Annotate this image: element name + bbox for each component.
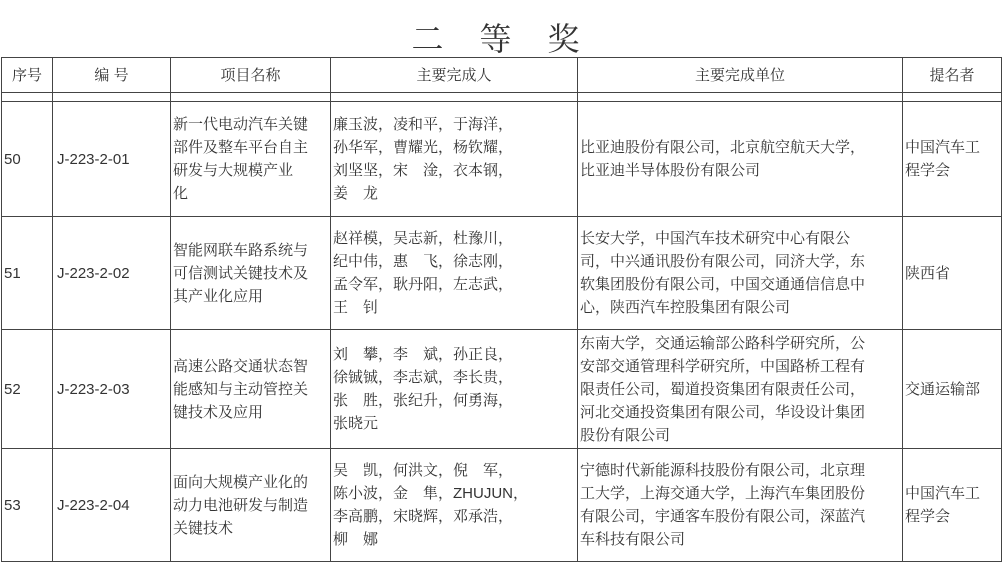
cell-nominator-line: 中国汽车工: [905, 139, 981, 156]
cell-main-units-line: 软集团股份有限公司，中国交通通信信息中: [580, 276, 866, 293]
cell-code: J-223-2-01: [53, 102, 171, 217]
cell-main-people-line: 赵祥模，吴志新，杜豫川，: [333, 230, 514, 247]
cell-nominator: [903, 102, 1002, 217]
cell-project-name: [171, 449, 331, 562]
cell-main-people-line: 陈小波，金 隼，ZHUJUN，: [333, 485, 528, 502]
spacer-row: [2, 93, 1002, 102]
cell-main-units-line: 长安大学，中国汽车技术研究中心有限公: [580, 230, 851, 247]
table-row: [2, 102, 1002, 217]
cell-main-units-line: 东南大学，交通运输部公路科学研究所，公: [580, 334, 866, 352]
cell-index: 50: [2, 102, 53, 217]
cell-code: J-223-2-02: [53, 217, 171, 330]
cell-main-units-line: 股份有限公司: [580, 426, 671, 444]
cell-project-name-line: 智能网联车路系统与: [173, 241, 309, 259]
header-main-people: 主要完成人: [331, 58, 578, 93]
table-row: [2, 449, 1002, 562]
cell-main-people-line: 柳 娜: [333, 531, 379, 548]
cell-index: 51: [2, 217, 53, 330]
cell-nominator: [903, 330, 1002, 449]
cell-main-people: [331, 102, 578, 217]
cell-main-people-line: 孟令军，耿丹阳，左志武，: [333, 276, 514, 293]
cell-main-units-line: 安部交通管理科学研究所，中国路桥工程有: [580, 357, 866, 375]
award-table: [1, 57, 1002, 562]
cell-main-people-line: 刘坚坚，宋 淦，衣本钢，: [333, 162, 514, 179]
cell-project-name-line: 能感知与主动管控关: [173, 380, 309, 398]
cell-main-people-line: 王 钊: [333, 299, 379, 316]
table-row: [2, 330, 1002, 449]
cell-project-name-line: 部件及整车平台自主: [173, 139, 309, 156]
cell-project-name-line: 键技术及应用: [173, 403, 264, 421]
cell-main-units-line: 车科技有限公司: [580, 531, 686, 548]
cell-main-people-line: 张晓元: [333, 415, 379, 432]
cell-code: J-223-2-03: [53, 330, 171, 449]
cell-project-name: [171, 330, 331, 449]
cell-code: J-223-2-04: [53, 449, 171, 562]
cell-index: 52: [2, 330, 53, 449]
cell-main-people-line: 孙华军，曹耀光，杨钦耀，: [333, 139, 514, 156]
cell-nominator-line: 中国汽车工: [905, 485, 981, 502]
cell-main-people: [331, 217, 578, 330]
cell-main-people-line: 纪中伟，惠 飞，徐志刚，: [333, 253, 514, 270]
cell-main-people-line: 徐铖铖，李志斌，李长贵，: [333, 369, 514, 386]
cell-main-people-line: 姜 龙: [333, 185, 379, 202]
cell-project-name-line: 其产业化应用: [173, 287, 264, 305]
cell-main-units-line: 有限公司，宇通客车股份有限公司，深蓝汽: [580, 508, 866, 525]
cell-project-name-line: 关键技术: [173, 519, 234, 537]
header-index: 序号: [2, 58, 53, 93]
cell-nominator-line: 交通运输部: [905, 380, 981, 398]
page-title: 二 等 奖: [411, 21, 594, 57]
cell-project-name-line: 面向大规模产业化的: [173, 473, 309, 491]
cell-project-name: [171, 217, 331, 330]
cell-main-units-line: 宁德时代新能源科技股份有限公司，北京理: [580, 462, 866, 479]
header-project-name: 项目名称: [171, 58, 331, 93]
cell-project-name-line: 研发与大规模产业: [173, 162, 294, 179]
cell-main-units: [578, 330, 903, 449]
cell-nominator-line: 程学会: [905, 508, 951, 525]
cell-main-people-line: 张 胜，张纪升，何勇海，: [333, 392, 514, 409]
header-main-units: 主要完成单位: [578, 58, 903, 93]
cell-main-units: [578, 217, 903, 330]
cell-nominator-line: 程学会: [905, 162, 951, 179]
header-code: 编 号: [53, 58, 171, 93]
cell-index: 53: [2, 449, 53, 562]
cell-project-name-line: 新一代电动汽车关键: [173, 116, 309, 133]
cell-nominator: [903, 449, 1002, 562]
cell-nominator: [903, 217, 1002, 330]
cell-main-people-line: 廉玉波，凌和平，于海洋，: [333, 116, 514, 133]
cell-main-units-line: 心，陕西汽车控股集团有限公司: [580, 299, 791, 316]
table-row: [2, 217, 1002, 330]
cell-project-name-line: 高速公路交通状态智: [173, 357, 309, 375]
cell-nominator-line: 陕西省: [905, 264, 951, 282]
cell-main-units-line: 限责任公司，蜀道投资集团有限责任公司，: [580, 380, 866, 398]
cell-main-people-line: 李高鹏，宋晓辉，邓承浩，: [333, 508, 514, 525]
cell-project-name-line: 可信测试关键技术及: [173, 264, 309, 282]
cell-project-name: [171, 102, 331, 217]
cell-main-units-line: 河北交通投资集团有限公司，华设设计集团: [580, 403, 866, 421]
table-header-row: [2, 58, 1002, 93]
cell-main-people-line: 刘 攀，李 斌，孙正良，: [333, 346, 514, 363]
cell-main-units-line: 司，中兴通讯股份有限公司，同济大学，东: [580, 253, 866, 270]
cell-main-units-line: 比亚迪半导体股份有限公司: [580, 162, 761, 179]
cell-main-units-line: 工大学，上海交通大学，上海汽车集团股份: [580, 485, 866, 502]
cell-main-units: [578, 449, 903, 562]
cell-project-name-line: 化: [173, 185, 189, 202]
cell-main-units: [578, 102, 903, 217]
cell-main-units-line: 比亚迪股份有限公司，北京航空航天大学，: [580, 139, 866, 156]
header-nominator: 提名者: [903, 58, 1002, 93]
cell-main-people-line: 吴 凯，何洪文，倪 军，: [333, 462, 514, 479]
cell-main-people: [331, 449, 578, 562]
cell-main-people: [331, 330, 578, 449]
cell-project-name-line: 动力电池研发与制造: [173, 496, 309, 514]
